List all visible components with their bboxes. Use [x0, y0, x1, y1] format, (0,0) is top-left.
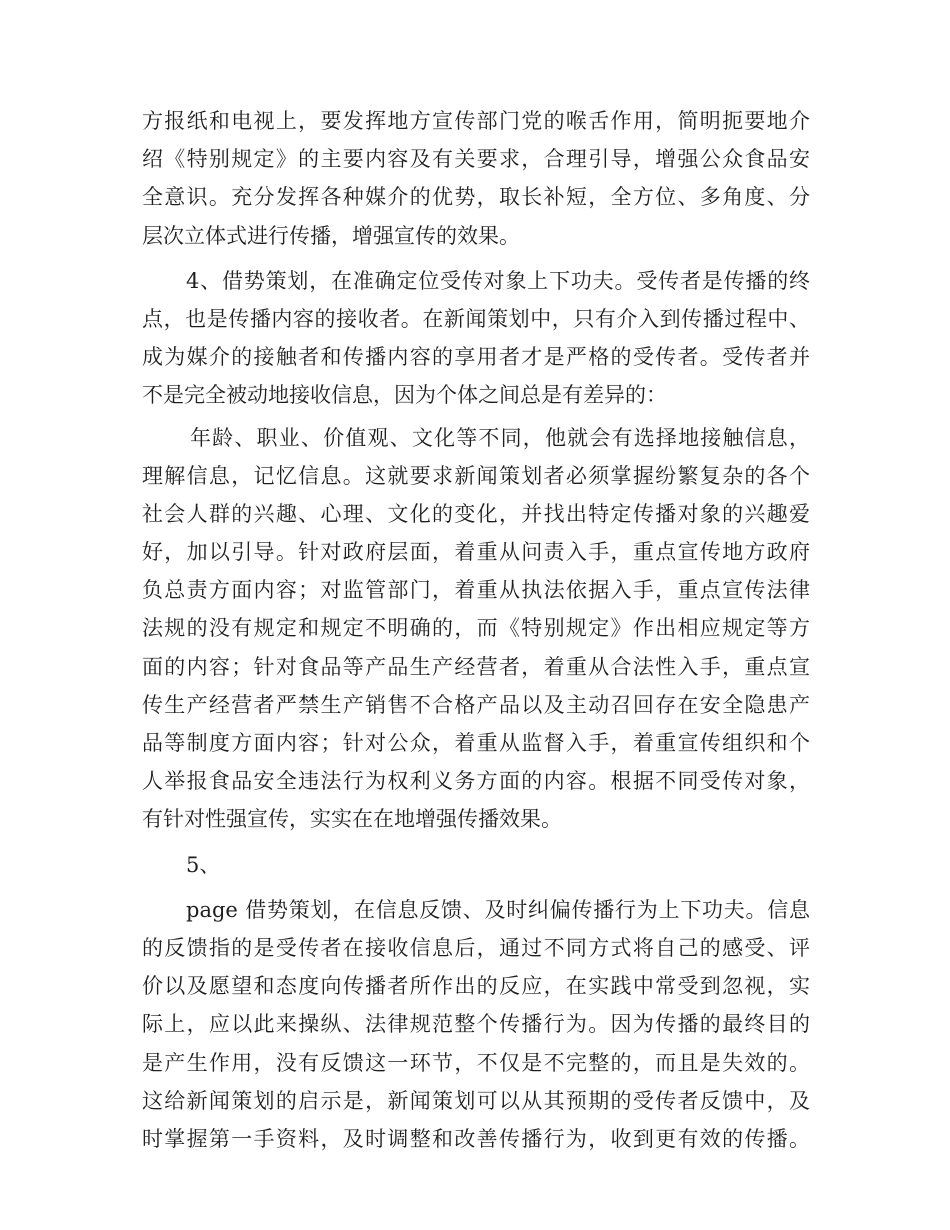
- text-line: 传生产经营者严禁生产销售不合格产品以及主动召回存在安全隐患产: [142, 692, 810, 717]
- document-body: [142, 102, 810, 1158]
- text-line: 的反馈指的是受传者在接收信息后，通过不同方式将自己的感受、评: [142, 935, 810, 960]
- text-line: 负总责方面内容；对监管部门，着重从执法依据入手，重点宣传法律: [142, 578, 810, 603]
- text-line: 4、借势策划，在准确定位受传对象上下功夫。受传者是传播的终: [186, 268, 810, 293]
- text-line: 有针对性强宣传，实实在在地增强传播效果。: [142, 807, 562, 832]
- text-line: 方报纸和电视上，要发挥地方宣传部门党的喉舌作用，简明扼要地介: [142, 109, 810, 133]
- paragraph-2: [142, 262, 810, 415]
- text-line: 是产生作用，没有反馈这一环节，不仅是不完整的，而且是失效的。: [142, 1050, 810, 1075]
- text-line: 层次立体式进行传播，增强宣传的效果。: [142, 223, 520, 248]
- paragraph-4: [142, 846, 810, 884]
- text-line: 人举报食品安全违法行为权利义务方面的内容。根据不同受传对象，: [142, 769, 810, 794]
- text-line: 际上，应以此来操纵、法律规范整个传播行为。因为传播的最终目的: [142, 1012, 810, 1037]
- text-line: 全意识。充分发挥各种媒介的优势，取长补短，全方位、多角度、分: [142, 185, 810, 210]
- text-line: 不是完全被动地接收信息，因为个体之间总是有差异的：: [142, 383, 667, 408]
- text-line: 点，也是传播内容的接收者。在新闻策划中，只有介入到传播过程中、: [142, 306, 810, 331]
- text-line: 价以及愿望和态度向传播者所作出的反应，在实践中常受到忽视，实: [142, 974, 810, 999]
- text-line: 时掌握第一手资料，及时调整和改善传播行为，收到更有效的传播。: [142, 1126, 810, 1151]
- paragraph-3: [142, 419, 810, 839]
- text-line: 5、: [186, 852, 221, 877]
- text-line: 好，加以引导。针对政府层面，着重从问责入手，重点宣传地方政府: [142, 540, 810, 565]
- text-line: 面的内容；针对食品等产品生产经营者，着重从合法性入手，重点宣: [142, 654, 810, 679]
- paragraph-5: [142, 891, 810, 1158]
- text-line: 社会人群的兴趣、心理、文化的变化，并找出特定传播对象的兴趣爱: [142, 501, 810, 526]
- text-line: 成为媒介的接触者和传播内容的享用者才是严格的受传者。受传者并: [142, 345, 810, 370]
- text-line: 年龄、职业、价值观、文化等不同，他就会有选择地接触信息，: [190, 425, 810, 450]
- text-line: 法规的没有规定和规定不明确的，而《特别规定》作出相应规定等方: [142, 616, 810, 641]
- text-line: 这给新闻策划的启示是，新闻策划可以从其预期的受传者反馈中，及: [142, 1088, 810, 1113]
- text-line: 品等制度方面内容；针对公众，着重从监督入手，着重宣传组织和个: [142, 731, 810, 755]
- text-line: 绍《特别规定》的主要内容及有关要求，合理引导，增强公众食品安: [142, 147, 810, 172]
- text-line: 理解信息，记忆信息。这就要求新闻策划者必须掌握纷繁复杂的各个: [142, 463, 810, 488]
- paragraph-1: [142, 102, 810, 255]
- text-line: page 借势策划，在信息反馈、及时纠偏传播行为上下功夫。信息: [186, 897, 810, 922]
